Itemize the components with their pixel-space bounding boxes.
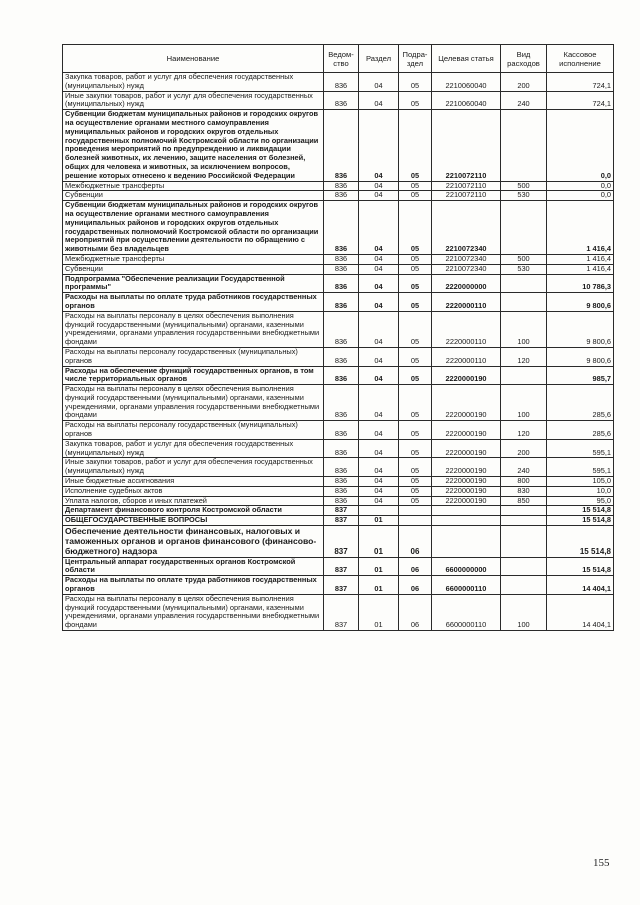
cell-cash-execution: 1 416,4	[547, 254, 614, 264]
cell-expense-type: 850	[501, 496, 547, 506]
cell-section: 04	[359, 264, 399, 274]
cell-expense-type: 200	[501, 73, 547, 92]
cell-section: 04	[359, 91, 399, 110]
cell-target-item: 2220000110	[432, 347, 501, 366]
cell-name: Иные бюджетные ассигнования	[63, 477, 324, 487]
cell-subsection: 05	[399, 191, 432, 201]
cell-department: 837	[324, 576, 359, 595]
cell-name: Субвенции	[63, 191, 324, 201]
cell-department: 836	[324, 311, 359, 347]
cell-subsection	[399, 506, 432, 516]
cell-department: 836	[324, 439, 359, 458]
cell-subsection: 05	[399, 458, 432, 477]
cell-name: Субвенции	[63, 264, 324, 274]
cell-expense-type: 100	[501, 594, 547, 630]
cell-section: 04	[359, 181, 399, 191]
page-number: 155	[593, 857, 610, 869]
cell-department: 836	[324, 421, 359, 440]
cell-subsection: 05	[399, 293, 432, 312]
cell-department: 836	[324, 264, 359, 274]
cell-subsection: 06	[399, 594, 432, 630]
table-row	[63, 385, 614, 421]
cell-subsection: 06	[399, 526, 432, 558]
cell-name: Расходы на выплаты персоналу в целях обеспечения выполнения функций государственными (муниципальными) органами, казенными учреждениями, органами управления государственными внебюджетными фондами	[63, 311, 324, 347]
cell-expense-type	[501, 274, 547, 293]
cell-target-item: 2220000110	[432, 311, 501, 347]
cell-name: Расходы на выплаты персоналу в целях обеспечения выполнения функций государственными (муниципальными) органами, казенными учреждениями, органами управления государственными внебюджетными фондами	[63, 594, 324, 630]
cell-name: Межбюджетные трансферты	[63, 254, 324, 264]
cell-target-item: 2220000190	[432, 496, 501, 506]
cell-target-item: 2220000110	[432, 293, 501, 312]
cell-department: 836	[324, 191, 359, 201]
cell-subsection: 05	[399, 91, 432, 110]
cell-department: 837	[324, 516, 359, 526]
cell-cash-execution: 724,1	[547, 91, 614, 110]
table-row	[63, 594, 614, 630]
table-row	[63, 254, 614, 264]
cell-target-item	[432, 526, 501, 558]
table-row	[63, 421, 614, 440]
cell-cash-execution: 105,0	[547, 477, 614, 487]
cell-section: 04	[359, 439, 399, 458]
table-row	[63, 477, 614, 487]
cell-expense-type: 500	[501, 181, 547, 191]
cell-department: 836	[324, 181, 359, 191]
cell-expense-type	[501, 293, 547, 312]
cell-expense-type: 100	[501, 311, 547, 347]
cell-name: Межбюджетные трансферты	[63, 181, 324, 191]
cell-cash-execution: 285,6	[547, 421, 614, 440]
cell-expense-type: 800	[501, 477, 547, 487]
cell-target-item: 2210072110	[432, 110, 501, 181]
cell-name: Расходы на выплаты персоналу в целях обеспечения выполнения функций государственными (муниципальными) органами, казенными учреждениями, органами управления государственными внебюджетными фондами	[63, 385, 324, 421]
cell-target-item: 6600000110	[432, 594, 501, 630]
cell-name: Расходы на выплаты персоналу государственных (муниципальных) органов	[63, 347, 324, 366]
cell-target-item: 2210072340	[432, 254, 501, 264]
cell-expense-type	[501, 201, 547, 255]
cell-expense-type	[501, 506, 547, 516]
cell-section: 04	[359, 421, 399, 440]
cell-section	[359, 506, 399, 516]
cell-name: Департамент финансового контроля Костромской области	[63, 506, 324, 516]
cell-target-item: 2210072340	[432, 264, 501, 274]
cell-name: Подпрограмма "Обеспечение реализации Государственной программы"	[63, 274, 324, 293]
cell-section: 04	[359, 385, 399, 421]
cell-section: 04	[359, 254, 399, 264]
cell-section: 04	[359, 311, 399, 347]
cell-department: 836	[324, 347, 359, 366]
cell-expense-type: 500	[501, 254, 547, 264]
cell-section: 04	[359, 366, 399, 385]
cell-department: 836	[324, 496, 359, 506]
cell-expense-type: 530	[501, 264, 547, 274]
cell-department: 837	[324, 594, 359, 630]
table-row	[63, 73, 614, 92]
cell-section: 01	[359, 526, 399, 558]
cell-target-item: 2220000190	[432, 458, 501, 477]
cell-department: 836	[324, 458, 359, 477]
table-row	[63, 486, 614, 496]
table-row	[63, 274, 614, 293]
cell-name: Субвенции бюджетам муниципальных районов и городских округов на осуществление органами местного самоуправления муниципальных районов и городских округов отдельных государственных полномочий Костромской области по организации проведения мероприятий по предупреждению и ликвидации болезней животных, их лечению, защите населения от болезней, общих для человека и животных, за исключением вопросов, решение которых отнесено к ведению Российской Федерации	[63, 110, 324, 181]
cell-expense-type: 200	[501, 439, 547, 458]
cell-cash-execution: 595,1	[547, 439, 614, 458]
cell-department: 836	[324, 73, 359, 92]
table-row	[63, 506, 614, 516]
cell-subsection: 05	[399, 73, 432, 92]
cell-target-item: 2220000190	[432, 385, 501, 421]
cell-cash-execution: 15 514,8	[547, 557, 614, 576]
cell-subsection: 05	[399, 439, 432, 458]
cell-expense-type	[501, 576, 547, 595]
cell-expense-type: 830	[501, 486, 547, 496]
cell-department: 836	[324, 366, 359, 385]
table-row	[63, 366, 614, 385]
cell-expense-type: 120	[501, 347, 547, 366]
cell-section: 04	[359, 486, 399, 496]
cell-name: Расходы на выплаты по оплате труда работников государственных органов	[63, 293, 324, 312]
cell-department: 836	[324, 477, 359, 487]
table-row	[63, 91, 614, 110]
cell-target-item: 2220000000	[432, 274, 501, 293]
cell-target-item	[432, 506, 501, 516]
cell-expense-type: 100	[501, 385, 547, 421]
cell-expense-type	[501, 366, 547, 385]
cell-name: Центральный аппарат государственных органов Костромской области	[63, 557, 324, 576]
cell-section: 04	[359, 73, 399, 92]
cell-expense-type: 240	[501, 91, 547, 110]
header-target-item: Целевая статья	[432, 45, 501, 73]
table-row	[63, 496, 614, 506]
cell-expense-type	[501, 516, 547, 526]
cell-expense-type: 530	[501, 191, 547, 201]
table-row	[63, 526, 614, 558]
cell-subsection: 05	[399, 366, 432, 385]
cell-target-item: 2210072340	[432, 201, 501, 255]
cell-name: Расходы на выплаты по оплате труда работников государственных органов	[63, 576, 324, 595]
header-expense-type: Вид расходов	[501, 45, 547, 73]
cell-name: Обеспечение деятельности финансовых, налоговых и таможенных органов и органов финансового (финансово-бюджетного) надзора	[63, 526, 324, 558]
cell-section: 04	[359, 274, 399, 293]
table-row	[63, 181, 614, 191]
table-body	[63, 73, 614, 631]
cell-target-item: 2220000190	[432, 486, 501, 496]
cell-target-item: 2220000190	[432, 477, 501, 487]
cell-department: 836	[324, 385, 359, 421]
cell-department: 837	[324, 526, 359, 558]
table-row	[63, 293, 614, 312]
cell-department: 836	[324, 274, 359, 293]
cell-cash-execution: 9 800,6	[547, 311, 614, 347]
cell-section: 04	[359, 110, 399, 181]
cell-section: 01	[359, 576, 399, 595]
table-row	[63, 264, 614, 274]
cell-cash-execution: 724,1	[547, 73, 614, 92]
cell-section: 04	[359, 201, 399, 255]
cell-target-item: 2210072110	[432, 181, 501, 191]
cell-cash-execution: 9 800,6	[547, 347, 614, 366]
cell-cash-execution: 595,1	[547, 458, 614, 477]
cell-subsection: 05	[399, 110, 432, 181]
cell-subsection: 05	[399, 201, 432, 255]
table-row	[63, 458, 614, 477]
cell-subsection: 05	[399, 181, 432, 191]
cell-target-item: 6600000110	[432, 576, 501, 595]
cell-name: Уплата налогов, сборов и иных платежей	[63, 496, 324, 506]
cell-subsection: 05	[399, 254, 432, 264]
cell-subsection: 06	[399, 576, 432, 595]
cell-department: 837	[324, 506, 359, 516]
cell-expense-type	[501, 526, 547, 558]
cell-subsection: 05	[399, 496, 432, 506]
table-row	[63, 191, 614, 201]
cell-department: 836	[324, 486, 359, 496]
cell-section: 01	[359, 594, 399, 630]
cell-expense-type: 240	[501, 458, 547, 477]
header-name: Наименование	[63, 45, 324, 73]
cell-section: 01	[359, 516, 399, 526]
cell-name: Закупка товаров, работ и услуг для обеспечения государственных (муниципальных) нужд	[63, 439, 324, 458]
cell-name: Иные закупки товаров, работ и услуг для обеспечения государственных (муниципальных) нужд	[63, 91, 324, 110]
cell-department: 836	[324, 201, 359, 255]
cell-department: 836	[324, 293, 359, 312]
table-row	[63, 347, 614, 366]
report-sheet	[62, 44, 614, 631]
cell-subsection: 05	[399, 264, 432, 274]
header-section: Раздел	[359, 45, 399, 73]
cell-cash-execution: 0,0	[547, 110, 614, 181]
cell-subsection: 05	[399, 421, 432, 440]
cell-name: Расходы на обеспечение функций государственных органов, в том числе территориальных органов	[63, 366, 324, 385]
cell-section: 04	[359, 191, 399, 201]
cell-subsection: 05	[399, 385, 432, 421]
cell-subsection: 05	[399, 274, 432, 293]
cell-expense-type	[501, 110, 547, 181]
cell-target-item: 6600000000	[432, 557, 501, 576]
cell-cash-execution: 15 514,8	[547, 526, 614, 558]
table-row	[63, 516, 614, 526]
cell-section: 04	[359, 477, 399, 487]
cell-cash-execution: 0,0	[547, 191, 614, 201]
cell-department: 836	[324, 91, 359, 110]
cell-subsection	[399, 516, 432, 526]
cell-target-item: 2220000190	[432, 439, 501, 458]
table-header-row	[63, 45, 614, 73]
cell-section: 01	[359, 557, 399, 576]
cell-cash-execution: 285,6	[547, 385, 614, 421]
table-row	[63, 110, 614, 181]
header-department: Ведом- ство	[324, 45, 359, 73]
cell-target-item	[432, 516, 501, 526]
cell-subsection: 05	[399, 347, 432, 366]
cell-section: 04	[359, 347, 399, 366]
cell-cash-execution: 1 416,4	[547, 201, 614, 255]
cell-department: 836	[324, 254, 359, 264]
cell-target-item: 2210072110	[432, 191, 501, 201]
cell-target-item: 2220000190	[432, 421, 501, 440]
cell-subsection: 05	[399, 311, 432, 347]
cell-subsection: 05	[399, 477, 432, 487]
cell-cash-execution: 14 404,1	[547, 576, 614, 595]
cell-name: ОБЩЕГОСУДАРСТВЕННЫЕ ВОПРОСЫ	[63, 516, 324, 526]
cell-name: Иные закупки товаров, работ и услуг для обеспечения государственных (муниципальных) нужд	[63, 458, 324, 477]
cell-target-item: 2210060040	[432, 73, 501, 92]
cell-cash-execution: 10,0	[547, 486, 614, 496]
cell-department: 836	[324, 110, 359, 181]
cell-cash-execution: 0,0	[547, 181, 614, 191]
table-row	[63, 311, 614, 347]
cell-name: Расходы на выплаты персоналу государственных (муниципальных) органов	[63, 421, 324, 440]
cell-section: 04	[359, 458, 399, 477]
cell-department: 837	[324, 557, 359, 576]
table-row	[63, 439, 614, 458]
cell-target-item: 2210060040	[432, 91, 501, 110]
cell-cash-execution: 15 514,8	[547, 506, 614, 516]
cell-subsection: 05	[399, 486, 432, 496]
header-subsection: Подра- здел	[399, 45, 432, 73]
cell-cash-execution: 985,7	[547, 366, 614, 385]
cell-cash-execution: 14 404,1	[547, 594, 614, 630]
cell-target-item: 2220000190	[432, 366, 501, 385]
cell-cash-execution: 15 514,8	[547, 516, 614, 526]
cell-expense-type: 120	[501, 421, 547, 440]
table-row	[63, 201, 614, 255]
cell-section: 04	[359, 496, 399, 506]
budget-execution-table	[62, 44, 614, 631]
cell-name: Субвенции бюджетам муниципальных районов и городских округов на осуществление органами местного самоуправления муниципальных районов и городских округов отдельных государственных полномочий Костромской области по организации мероприятий при осуществлении деятельности по обращению с животными без владельцев	[63, 201, 324, 255]
header-cash-execution: Кассовое исполнение	[547, 45, 614, 73]
cell-cash-execution: 9 800,6	[547, 293, 614, 312]
cell-cash-execution: 95,0	[547, 496, 614, 506]
cell-cash-execution: 10 786,3	[547, 274, 614, 293]
table-row	[63, 576, 614, 595]
cell-section: 04	[359, 293, 399, 312]
cell-subsection: 06	[399, 557, 432, 576]
cell-cash-execution: 1 416,4	[547, 264, 614, 274]
cell-expense-type	[501, 557, 547, 576]
cell-name: Закупка товаров, работ и услуг для обеспечения государственных (муниципальных) нужд	[63, 73, 324, 92]
table-row	[63, 557, 614, 576]
cell-name: Исполнение судебных актов	[63, 486, 324, 496]
